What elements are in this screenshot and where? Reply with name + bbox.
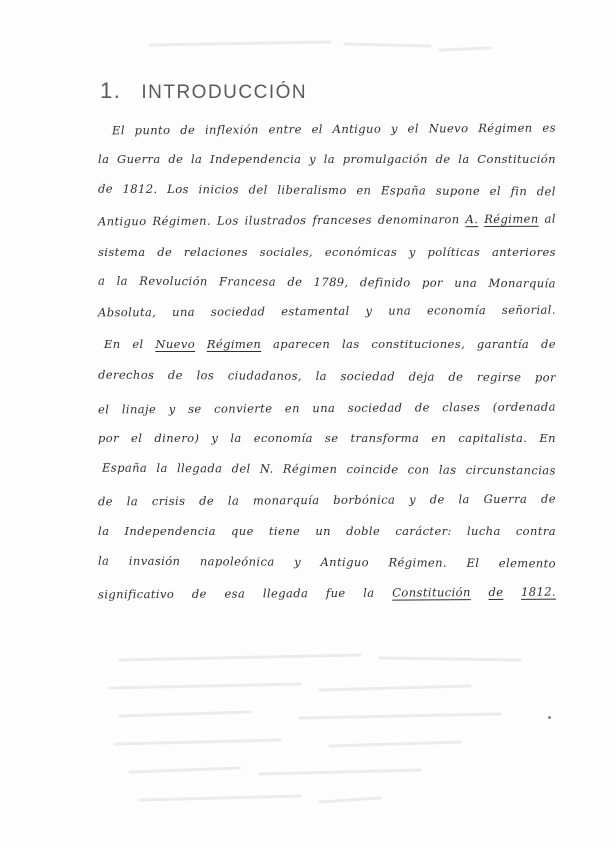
word: y xyxy=(309,152,317,166)
word: monarquía xyxy=(252,493,320,508)
word: y xyxy=(168,401,176,416)
word: economía xyxy=(253,431,313,445)
handwritten-line xyxy=(98,303,556,320)
word: garantía xyxy=(476,337,530,351)
handwritten-line xyxy=(104,337,556,351)
handwritten-line xyxy=(98,585,556,602)
word: (ordenada xyxy=(492,399,556,414)
word: Régimen. xyxy=(388,555,448,570)
underlined-word: Régimen xyxy=(484,211,539,227)
handwritten-line xyxy=(98,368,556,385)
word: Guerra xyxy=(117,152,161,166)
word: y xyxy=(409,492,416,507)
word: Revolución xyxy=(139,273,208,289)
word: la xyxy=(126,494,139,509)
word: sociedad xyxy=(347,400,403,415)
word: España xyxy=(380,183,427,198)
word: de xyxy=(97,181,114,196)
word: fin xyxy=(510,184,528,199)
word: sociales, xyxy=(259,245,314,259)
word: de xyxy=(414,400,430,415)
word: supone xyxy=(435,183,481,198)
underlined-word: de xyxy=(488,584,504,600)
word: Absoluta, xyxy=(97,305,157,320)
word: elemento xyxy=(498,556,557,571)
word: ilustrados xyxy=(244,213,307,228)
word: una xyxy=(454,275,478,290)
word: por xyxy=(534,370,556,385)
section-title: INTRODUCCIÓN xyxy=(141,82,308,103)
word: circunstancias xyxy=(465,462,556,478)
word: llegada xyxy=(176,461,223,476)
word: una xyxy=(388,303,412,318)
underlined-word: Régimen xyxy=(206,337,262,351)
word: N. xyxy=(259,461,274,476)
handwritten-line xyxy=(98,245,556,259)
word: constituciones, xyxy=(371,337,466,351)
word: del xyxy=(248,182,268,197)
word: de xyxy=(540,337,556,351)
word: Antiguo xyxy=(97,214,147,229)
word: con xyxy=(407,462,430,477)
word: un xyxy=(315,524,331,538)
word: la xyxy=(230,431,242,445)
word: capitalista. xyxy=(458,431,528,445)
word: tiene xyxy=(268,524,301,538)
word: El xyxy=(111,123,125,138)
word: Guerra xyxy=(483,491,528,507)
word: inicios xyxy=(198,182,240,197)
word: sociedad xyxy=(340,369,396,384)
word: En xyxy=(539,431,556,445)
word: económicas xyxy=(324,245,398,259)
word: es xyxy=(542,120,556,135)
word: a xyxy=(97,273,106,288)
word: Antiguo xyxy=(320,554,370,570)
handwritten-line xyxy=(98,431,556,445)
word: inflexión xyxy=(204,122,259,137)
word: relaciones xyxy=(183,245,248,259)
word: la xyxy=(458,492,470,507)
word: En xyxy=(104,337,121,351)
word: el xyxy=(407,121,419,136)
word: contra xyxy=(515,524,556,538)
word: franceses xyxy=(312,212,372,228)
word: el xyxy=(131,431,143,445)
word: señorial. xyxy=(501,302,556,317)
word: de xyxy=(168,152,184,166)
word: de xyxy=(429,492,445,507)
word: las xyxy=(341,337,360,351)
word: transforma xyxy=(350,431,420,445)
word: promulgación xyxy=(342,152,428,166)
pen-mark xyxy=(548,716,551,719)
word: dinero) xyxy=(154,431,200,445)
word: y xyxy=(365,303,373,318)
word: las xyxy=(438,462,457,477)
word: Régimen xyxy=(478,120,533,136)
word: la xyxy=(315,368,327,383)
word: el xyxy=(489,183,502,199)
word: de xyxy=(97,494,114,509)
word: Nuevo xyxy=(428,121,469,136)
word: la xyxy=(116,273,128,288)
word: de xyxy=(157,245,173,259)
word: en xyxy=(356,183,372,198)
underlined-word: A. xyxy=(465,212,479,227)
word: políticas xyxy=(427,245,481,259)
word: y xyxy=(390,121,398,136)
word: Régimen xyxy=(282,461,338,477)
word: sociedad xyxy=(210,304,266,319)
underlined-word: Nuevo xyxy=(155,337,196,351)
word: Monarquía xyxy=(488,275,556,291)
word: crisis xyxy=(151,493,186,509)
word: llegada xyxy=(262,586,309,601)
word: regirse xyxy=(476,369,522,385)
word: la xyxy=(227,493,240,508)
word: de xyxy=(180,122,196,137)
word: doble xyxy=(346,524,381,538)
handwritten-line xyxy=(98,400,556,417)
word: Los xyxy=(167,182,189,197)
word: de xyxy=(435,152,451,166)
word: de xyxy=(540,491,556,506)
word: significativo xyxy=(97,586,175,602)
word: anteriores xyxy=(491,245,556,259)
word: napoleónica xyxy=(199,554,275,569)
word: en xyxy=(431,431,447,445)
underlined-word: 1812. xyxy=(521,584,557,599)
word: la xyxy=(98,524,110,538)
word: de xyxy=(167,368,183,383)
word: de xyxy=(448,369,464,384)
word: punto xyxy=(134,122,171,138)
word: la xyxy=(363,585,375,600)
word: Constitución xyxy=(477,152,556,166)
word: carácter: xyxy=(395,524,452,538)
handwritten-line xyxy=(98,524,556,538)
word: clases xyxy=(442,400,481,415)
word: deja xyxy=(408,369,435,384)
word: estamental xyxy=(281,303,350,319)
handwritten-line xyxy=(98,182,556,199)
word: el xyxy=(311,122,323,137)
word: del xyxy=(536,184,556,199)
word: la xyxy=(98,152,110,166)
word: ciudadanos, xyxy=(227,368,303,383)
handwritten-line xyxy=(112,121,556,138)
word: linaje xyxy=(121,402,157,417)
handwritten-line xyxy=(98,212,556,229)
word: borbónica xyxy=(333,492,396,507)
word: los xyxy=(196,368,215,383)
word: en xyxy=(284,401,300,416)
handwritten-line xyxy=(98,492,556,509)
underlined-word: Constitución xyxy=(392,585,471,600)
word: una xyxy=(172,304,196,319)
word: se xyxy=(188,401,202,416)
word: coincide xyxy=(346,462,399,477)
word: al xyxy=(544,211,557,226)
word: una xyxy=(312,400,336,416)
word: 1812. xyxy=(122,181,158,196)
word: por xyxy=(421,275,443,290)
word: economía xyxy=(426,303,487,318)
handwritten-line xyxy=(98,554,556,571)
word: del xyxy=(231,461,251,476)
word: de xyxy=(191,586,207,601)
word: Independencia xyxy=(124,524,216,538)
word: esa xyxy=(224,586,246,601)
word: España xyxy=(101,460,148,475)
word: y xyxy=(408,245,416,259)
section-number: 1. xyxy=(100,78,122,103)
word: sistema xyxy=(98,245,146,259)
word: fue xyxy=(325,585,346,601)
word: Independencia xyxy=(210,152,302,166)
word: la xyxy=(323,152,336,166)
word: la xyxy=(458,152,470,166)
handwritten-line xyxy=(98,274,556,291)
word: la xyxy=(190,152,203,166)
word: liberalismo xyxy=(277,182,347,198)
word: definido xyxy=(359,275,411,290)
word: entre xyxy=(268,122,302,137)
word: el xyxy=(97,402,110,417)
section-heading xyxy=(100,78,307,104)
word: aparecen xyxy=(272,337,331,351)
word: que xyxy=(231,524,254,538)
handwritten-line xyxy=(98,152,556,166)
handwritten-line xyxy=(102,461,556,478)
word: El xyxy=(466,555,480,570)
word: y xyxy=(294,554,302,569)
word: Antiguo xyxy=(332,121,382,137)
word: el xyxy=(132,337,144,351)
word: Francesa xyxy=(219,274,277,289)
word: la xyxy=(156,460,168,476)
word: y xyxy=(211,431,219,445)
word: lucha xyxy=(466,524,501,538)
word: invasión xyxy=(128,553,181,569)
word: por xyxy=(98,431,119,445)
word: la xyxy=(97,553,110,568)
word: derechos xyxy=(97,367,155,382)
word: denominaron xyxy=(377,212,460,227)
word: convierte xyxy=(214,401,273,416)
word: se xyxy=(324,431,339,445)
word: de xyxy=(199,493,215,508)
word: de xyxy=(287,274,303,289)
word: Régimen. xyxy=(152,213,212,229)
word: Los xyxy=(216,213,239,228)
word: 1789, xyxy=(313,274,349,290)
